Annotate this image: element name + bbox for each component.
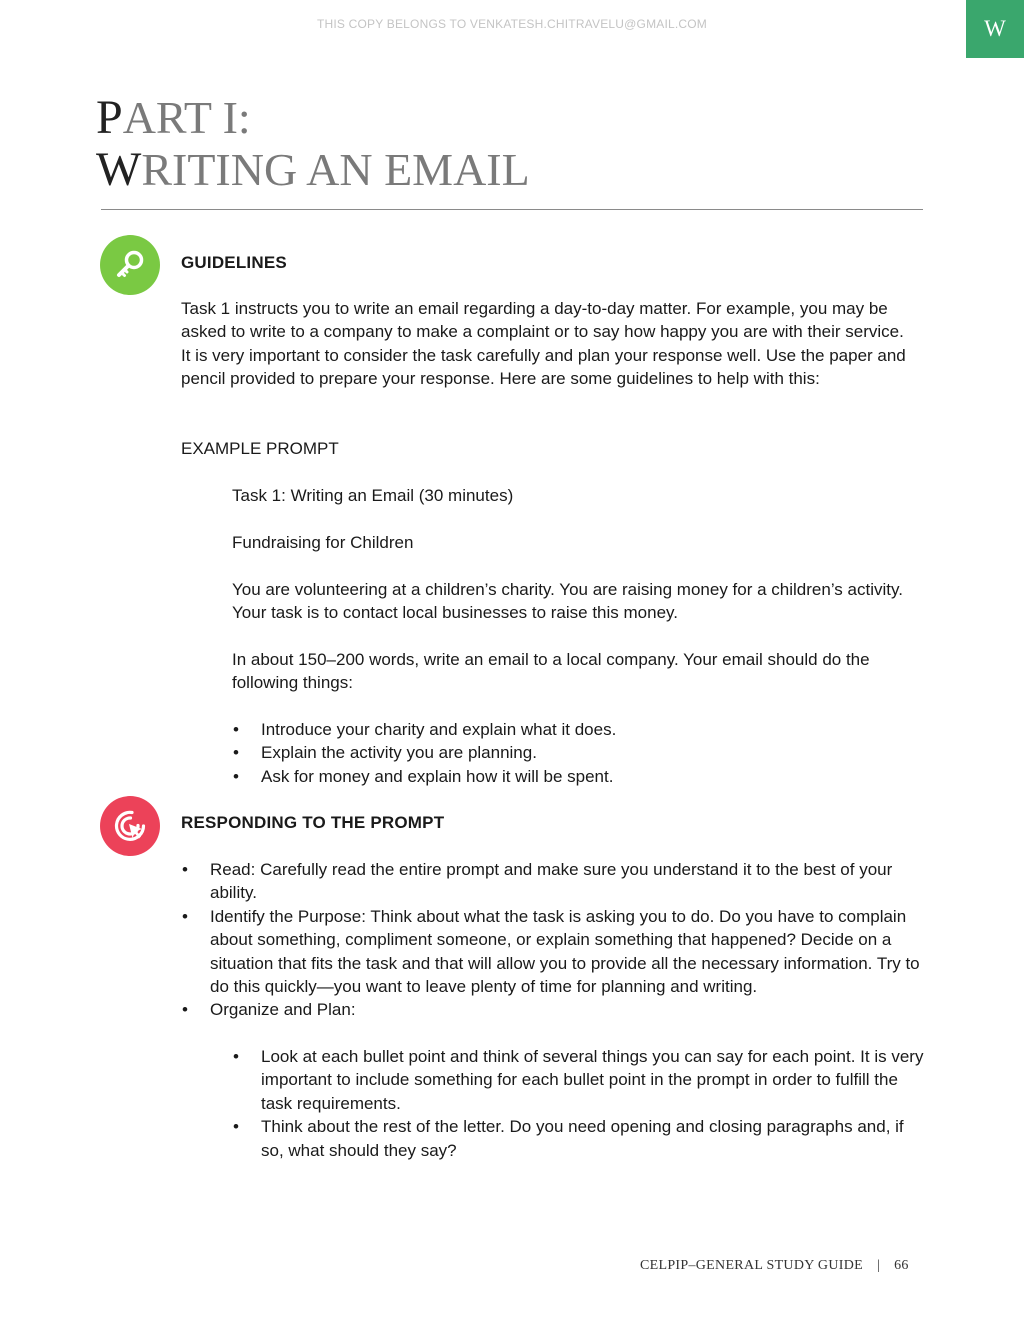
guidelines-intro: Task 1 instructs you to write an email regarding a day-to-day matter. For example, you may be asked to write to a company to make a complaint or to say how happy you are with their service. It is very important to consider the task carefully and plan your response well. Use the paper and pencil provided to prepare your response. Here are some guidelines to help with this: (181, 299, 906, 389)
list-item-text: Identify the Purpose: Think about what the task is asking you to do. Do you have to complain about something, compliment someone, or explain something that happened? Decide on a situation that fits the task and that will allow you to provide all the necessary information. Try to do this quickly—you want to leave plenty of time for planning and writing. (210, 906, 920, 997)
guidelines-badge (100, 235, 160, 295)
list-item-text: Organize and Plan: (210, 1000, 356, 1020)
footer-guide-title: CELPIP–GENERAL STUDY GUIDE (640, 1258, 863, 1273)
guidelines-heading: GUIDELINES (181, 253, 287, 272)
section-tab (966, 0, 1024, 58)
title-line2-cap: W (96, 143, 142, 196)
bullet-glyph: • (233, 720, 239, 739)
list-item-text: Ask for money and explain how it will be spent. (261, 766, 614, 786)
list-item (233, 765, 921, 788)
list-item (182, 858, 922, 905)
footer-separator: | (876, 1258, 881, 1273)
example-scenario: You are volunteering at a children’s charity. You are raising money for a children’s activity. Your task is to contact local businesses to raise this money. (232, 580, 903, 623)
bullet-glyph: • (233, 743, 239, 763)
example-task-line: Task 1: Writing an Email (30 minutes) (232, 486, 514, 505)
list-item (233, 1045, 929, 1115)
example-prompt-label: EXAMPLE PROMPT (181, 439, 339, 458)
responding-badge (100, 796, 160, 856)
page-title (96, 92, 530, 196)
list-item-text: Look at each bullet point and think of several things you can say for each point. It is very important to include something for each bullet point in the prompt in order to fulfill the task requirements. (261, 1047, 924, 1113)
list-item (233, 1115, 929, 1162)
list-item (182, 998, 922, 1021)
target-cursor-icon (112, 808, 148, 844)
watermark: THIS COPY BELONGS TO VENKATESH.CHITRAVELU@GMAIL.COM (316, 17, 708, 31)
example-prompt-title: Fundraising for Children (232, 533, 414, 552)
key-icon (112, 247, 148, 283)
list-item-text: Read: Carefully read the entire prompt and make sure you understand it to the best of your ability. (210, 860, 893, 903)
title-line2-rest: RITING AN EMAIL (141, 144, 530, 195)
bullet-glyph: • (233, 1117, 239, 1137)
title-line1-rest: ART I: (122, 92, 251, 143)
list-item-text: Explain the activity you are planning. (261, 743, 537, 763)
page-number: 66 (894, 1258, 909, 1273)
title-line1-cap: P (96, 91, 123, 144)
responding-bullet-list (182, 858, 922, 1022)
section-tab-letter: W (984, 16, 1006, 41)
responding-heading: RESPONDING TO THE PROMPT (181, 813, 445, 832)
page-footer (640, 1258, 909, 1274)
bullet-glyph: • (182, 860, 188, 879)
bullet-glyph: • (233, 1047, 239, 1066)
example-bullet-list (233, 718, 921, 788)
bullet-glyph: • (182, 906, 188, 926)
title-divider (101, 209, 923, 210)
list-item (233, 741, 921, 764)
list-item-text: Think about the rest of the letter. Do you need opening and closing paragraphs and, if so, what should they say? (261, 1117, 904, 1160)
responding-sub-bullet-list (233, 1045, 929, 1162)
list-item (182, 905, 922, 999)
bullet-glyph: • (233, 766, 239, 786)
list-item-text: Introduce your charity and explain what it does. (261, 720, 617, 739)
list-item (233, 718, 921, 741)
example-instruction: In about 150–200 words, write an email to a local company. Your email should do the following things: (232, 650, 870, 693)
bullet-glyph: • (182, 1000, 188, 1020)
